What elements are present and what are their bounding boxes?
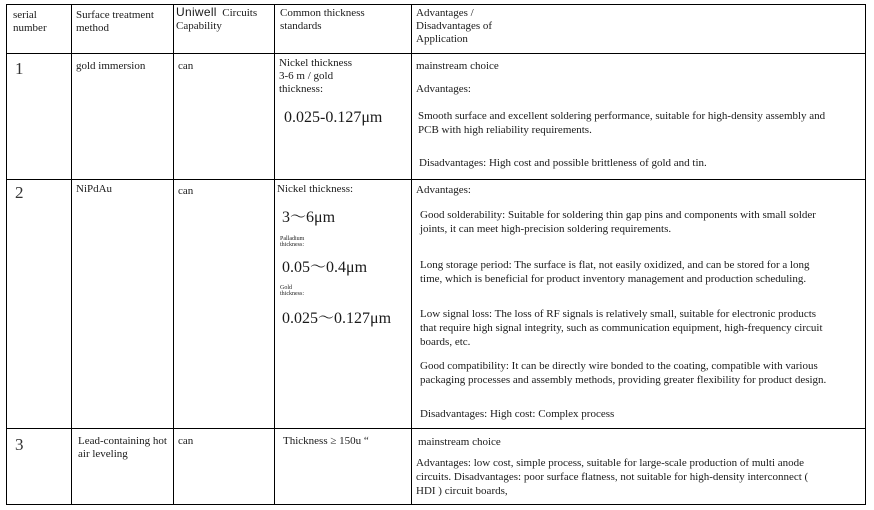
header-advantages: Advantages / Disadvantages of Application [416,7,493,45]
table-border-top [6,4,866,5]
row-adv-line: joints, it can meet high-precision soldering requirements. [420,223,672,235]
row-number: 3 [15,435,24,454]
row-adv-line: HDI ) circuit boards, [416,485,508,497]
row-adv-line: Long storage period: The surface is flat, not easily oxidized, and can be stored for a long [420,259,810,271]
row-adv-line: packaging processes and assembly methods, providing greater flexibility for product design. [420,374,827,386]
row-divider [6,428,866,429]
header-thickness: Common thickness standards [280,7,365,32]
row-adv-line: Advantages: [416,184,471,196]
gold-thickness-label: Gold thickness: [280,285,304,297]
row-adv-line: mainstream choice [416,60,499,72]
row-adv-line: Smooth surface and excellent soldering performance, suitable for high-density assembly and [418,110,826,122]
table-border-left [6,4,7,505]
row-adv-line: Disadvantages: High cost: Complex process [420,408,615,420]
row-adv-line: Good compatibility: It can be directly wire bonded to the coating, compatible with various [420,360,818,372]
row-adv-line: that require high signal integrity, such as communication equipment, high-frequency circuit [420,322,823,334]
row-method: NiPdAu [76,183,113,195]
row-adv-line: Low signal loss: The loss of RF signals is relatively small, suitable for electronic products [420,308,817,320]
row-adv-line: Disadvantages: High cost and possible brittleness of gold and tin. [419,157,707,169]
header-serial: serial number [13,9,47,34]
row-adv-line: mainstream choice [418,436,501,448]
row-thickness-value: Thickness ≥ 150u “ [283,435,369,447]
row-adv-line: Advantages: low cost, simple process, suitable for large-scale production of multi anode [416,457,805,469]
row-capability: can [178,60,194,72]
gold-thickness-value: 0.025～0.127μm [282,310,392,327]
row-capability: can [178,185,194,197]
row-number: 1 [15,59,24,78]
row-adv-line: circuits. Disadvantages: poor surface flatness, not suitable for high-density interconnect ( [416,471,809,483]
palladium-thickness-label: Palladium thickness: [280,236,305,248]
row-method: gold immersion [76,60,146,72]
row-method: Lead-containing hot air leveling [78,435,167,460]
row-adv-line: PCB with high reliability requirements. [418,124,592,136]
nickel-thickness-value: 3～6μm [282,209,336,226]
table-border-right [865,4,866,505]
row-adv-line: Good solderability: Suitable for soldering thin gap pins and components with small solder [420,209,816,221]
palladium-thickness-value: 0.05～0.4μm [282,259,368,276]
row-number: 2 [15,183,24,202]
column-divider [71,4,72,505]
row-adv-line: Advantages: [416,83,471,95]
row-thickness-value: 0.025-0.127μm [284,109,383,126]
row-adv-line: boards, etc. [420,336,471,348]
nickel-thickness-label: Nickel thickness: [277,183,354,195]
column-divider [173,4,174,505]
header-capability: Uniwell Circuits Capability [176,5,258,32]
column-divider [411,4,412,505]
row-capability: can [178,435,194,447]
brand-name: Uniwell [176,5,217,19]
row-adv-line: time, which is beneficial for product inventory management and production scheduling. [420,273,807,285]
column-divider [274,4,275,505]
row-thickness-label: Nickel thickness 3-6 m / gold thickness: [279,57,353,95]
header-method: Surface treatment method [76,9,154,34]
row-divider [6,179,866,180]
header-divider [6,53,866,54]
table-border-bottom [6,504,866,505]
